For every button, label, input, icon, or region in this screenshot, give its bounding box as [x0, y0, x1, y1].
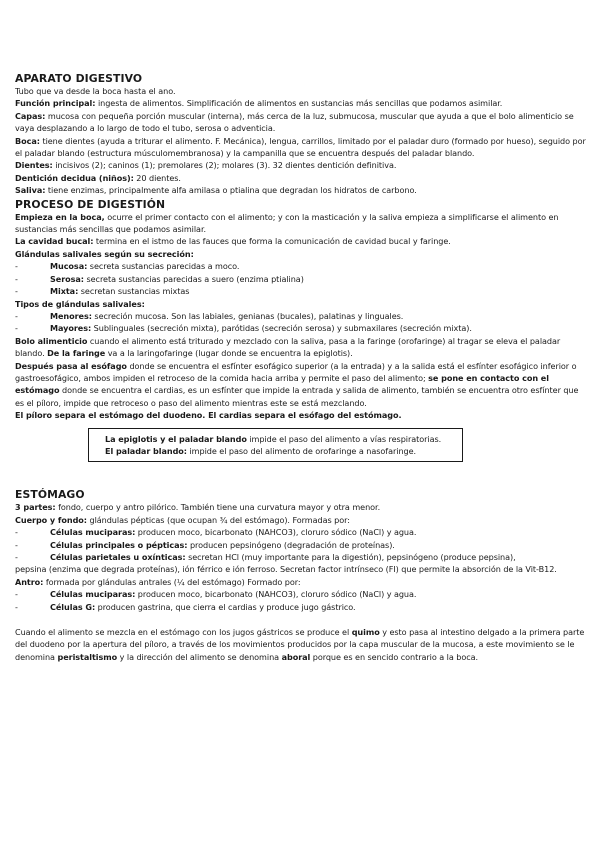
list-item-text: secreta sustancias parecidas a moco.: [87, 261, 240, 272]
list-dash: -: [15, 323, 18, 334]
capas-label: Capas:: [15, 110, 46, 121]
antro-text: formada por glándulas antrales (¼ del estómago) Formado por:: [43, 576, 301, 587]
boca-label: Boca:: [15, 135, 40, 146]
decidua-label: Dentición decidua (niños):: [15, 172, 134, 183]
final-paragraph: [15, 626, 586, 663]
note-label: El paladar blando:: [105, 445, 187, 456]
capas-paragraph: [15, 110, 586, 135]
final-text: y la dirección del alimento se denomina: [117, 651, 282, 662]
cavidad-text: termina en el istmo de las fauces que forma la comunicación de cavidad bucal y faringe.: [93, 236, 451, 247]
capas-text: mucosa con pequeña porción muscular (interna), más cerca de la luz, submucosa, muscular que ayuda a que el bolo alimenticio se vaya desplazando a lo largo de todo el tubo, serosa o adventicia.: [15, 110, 574, 134]
list-item-label: Menores:: [50, 310, 92, 321]
esofago-text: donde se encuentra el esfínter esofágico superior (a la entrada) y a la salida está el esfínter esofágico inferior o gastroesofágico, ambos impiden el retroceso de la comida hacia arriba y permite el paso del alimento;: [15, 360, 577, 383]
list-item: [15, 539, 586, 551]
section-title-proceso: PROCESO DE DIGESTIÓN: [15, 197, 166, 211]
boca-text: tiene dientes (ayuda a triturar el alimento. F. Mecánica), lengua, carrillos, limitado por el paladar duro (formado por hueso), seguido por el paladar blando (estructura músculomembranosa) y la campanilla que se encuentra después del paladar blando.: [15, 135, 586, 159]
partes-paragraph: [15, 501, 586, 513]
list-dash: -: [15, 261, 18, 272]
list-item-text: producen moco, bicarbonato (NAHCO3), cloruro sódico (NaCl) y agua.: [135, 589, 417, 600]
list-item: [15, 273, 586, 285]
glandulas-heading-text: Glándulas salivales según su secreción:: [15, 248, 194, 259]
estomago-contact-label: se pone en contacto con el estómago: [15, 372, 549, 396]
parietal-continuation: pepsina (enzima que degrada proteínas), ión férrico e ión ferroso. Secretan factor intrínseco (FI) que permite la absorción de la Vit-B12.: [15, 564, 557, 575]
list-item: [15, 588, 586, 600]
boca-paragraph: [15, 135, 586, 160]
tipos-heading-text: Tipos de glándulas salivales:: [15, 298, 145, 309]
list-item-label: Células principales o pépticas:: [50, 539, 188, 550]
cavidad-paragraph: [15, 235, 586, 247]
list-item-text: producen gastrina, que cierra el cardias y produce jugo gástrico.: [95, 601, 356, 612]
cuerpo-paragraph: [15, 514, 586, 526]
saliva-label: Saliva:: [15, 185, 46, 196]
list-item-label: Mixta:: [50, 286, 79, 297]
note-text: impide el paso del alimento a vías respiratorias.: [246, 433, 442, 444]
intro-text: Tubo que va desde la boca hasta el ano.: [15, 86, 176, 96]
partes-label: 3 partes:: [15, 502, 56, 513]
document-body: [15, 72, 586, 663]
dientes-paragraph: [15, 159, 586, 171]
aboral-term: aboral: [281, 651, 311, 662]
list-item-text: secreta sustancias parecidas a suero (enzima ptialina): [83, 273, 304, 284]
dientes-label: Dientes:: [15, 160, 53, 171]
section-title-aparato: APARATO DIGESTIVO: [15, 72, 143, 85]
final-text: y esto pasa al intestino delgado a la primera parte del duodeno por la apertura del píloro, a través de los movimientos producidos por la capa muscular de la mucosa, a este movimiento se le denomina: [15, 627, 585, 662]
paragraph-spacer: [15, 613, 586, 626]
estomago-contact-text: donde se encuentra el cardias, es un esfínter que impide la entrada y salida de alimento, también se encuentra otro esfínter que es el píloro, impide que retroceso o paso del alimento mientras este se está mezclando.: [15, 385, 579, 408]
list-item: [15, 526, 586, 538]
list-item-label: Serosa:: [50, 273, 84, 284]
dientes-text: incisivos (2); caninos (1); premolares (2); molares (3). 32 dientes dentición definitiva.: [52, 160, 397, 171]
list-item-text: secretan sustancias mixtas: [78, 286, 190, 297]
list-item-label: Células parietales u oxínticas:: [50, 552, 186, 562]
list-dash: -: [15, 273, 18, 284]
final-text: Cuando el alimento se mezcla en el estómago con los jugos gástricos se produce el: [15, 627, 352, 638]
tipos-heading: [15, 298, 586, 310]
funcion-paragraph: [15, 97, 586, 109]
note-line: [105, 445, 462, 457]
decidua-paragraph: [15, 172, 586, 184]
cavidad-label: La cavidad bucal:: [15, 236, 94, 247]
bolo-paragraph: [15, 335, 586, 360]
list-item-label: Células muciparas:: [50, 589, 136, 600]
esofago-label: Después pasa al esófago: [15, 360, 127, 371]
note-box: [88, 428, 463, 463]
piloro-text: El píloro separa el estómago del duodeno. El cardias separa el esófago del estómago.: [15, 410, 402, 421]
list-item: [15, 601, 586, 613]
list-item-text: secretan HCl (muy importante para la digestión), pepsinógeno (produce pepsina),: [185, 552, 516, 562]
list-item: [15, 322, 586, 334]
list-item-label: Mucosa:: [50, 261, 88, 272]
piloro-paragraph: [15, 409, 586, 421]
funcion-text: ingesta de alimentos. Simplificación de alimentos en sustancias más sencillas que podamos asimilar.: [95, 98, 503, 109]
esofago-paragraph: [15, 360, 586, 410]
list-item-text: producen pepsinógeno (degradación de proteínas).: [187, 539, 395, 550]
decidua-text: 20 dientes.: [133, 172, 181, 183]
antro-label: Antro:: [15, 576, 44, 587]
glandulas-heading: [15, 248, 586, 260]
cuerpo-text: glándulas pépticas (que ocupan ¾ del estómago). Formadas por:: [86, 514, 350, 525]
saliva-paragraph: [15, 184, 586, 196]
list-dash: -: [15, 286, 18, 297]
list-dash: -: [15, 589, 18, 600]
bolo-text: cuando el alimento está triturado y mezclado con la saliva, pasa a la faringe (orofaringe) al tragar se eleva el paladar blando.: [15, 335, 561, 359]
boca-proceso-paragraph: [15, 211, 586, 236]
list-item: [15, 310, 586, 322]
quimo-term: quimo: [351, 627, 380, 638]
list-item-label: Células muciparas:: [50, 527, 136, 538]
section-title-estomago: ESTÓMAGO: [15, 488, 85, 502]
partes-text: fondo, cuerpo y antro pilórico. También tiene una curvatura mayor y otra menor.: [55, 502, 381, 513]
final-text: porque es en sencido contrario a la boca.: [310, 651, 479, 662]
bolo-label: Bolo alimenticio: [15, 335, 88, 346]
faringe-text: va a la laringofaringe (lugar donde se encuentra la epiglotis).: [105, 348, 353, 359]
list-item-text: secreción mucosa. Son las labiales, genianas (bucales), palatinas y linguales.: [91, 310, 404, 321]
list-item-text: Sublinguales (secreción mixta), parótidas (secreción serosa) y submaxilares (secreción mixta).: [91, 323, 472, 334]
list-item: [15, 260, 586, 272]
note-text: impide el paso del alimento de orofaringe a nasofaringe.: [186, 445, 417, 456]
note-line: [105, 433, 462, 445]
funcion-label: Función principal:: [15, 98, 96, 109]
list-item-label: Mayores:: [50, 323, 92, 334]
faringe-label: De la faringe: [47, 348, 106, 359]
list-dash: -: [15, 539, 18, 550]
list-dash: -: [15, 527, 18, 538]
boca-proceso-text: ocurre el primer contacto con el alimento; y con la masticación y la saliva empieza a simplificarse el alimento en sustancias más sencillas que podamos asimilar.: [15, 211, 559, 235]
list-item-label: Células G:: [50, 601, 96, 612]
list-dash: -: [15, 601, 18, 612]
list-dash: -: [15, 552, 18, 562]
list-item: [15, 551, 586, 563]
cuerpo-label: Cuerpo y fondo:: [15, 514, 87, 525]
list-dash: -: [15, 310, 18, 321]
list-item: [15, 285, 586, 297]
saliva-text: tiene enzimas, principalmente alfa amilasa o ptialina que degradan los hidratos de carbono.: [45, 185, 417, 196]
boca-proceso-label: Empieza en la boca,: [15, 211, 105, 222]
antro-paragraph: [15, 576, 586, 588]
note-label: La epiglotis y el paladar blando: [105, 433, 247, 444]
list-item-text: producen moco, bicarbonato (NAHCO3), cloruro sódico (NaCl) y agua.: [135, 527, 417, 538]
peristaltismo-term: peristaltismo: [57, 651, 118, 662]
